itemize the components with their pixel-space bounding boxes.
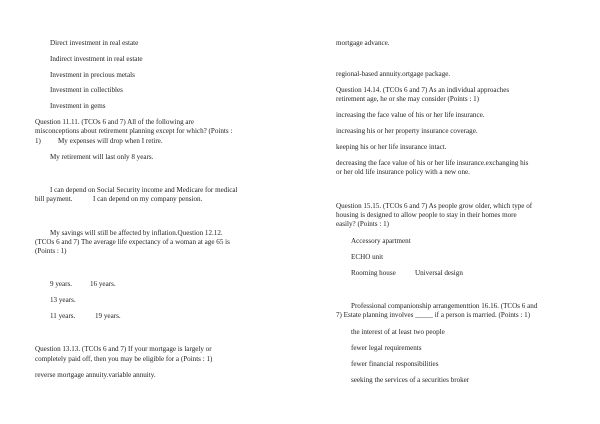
- question-12-option-c: 13 years.: [50, 296, 76, 304]
- option-indirect-real-estate: Indirect investment in real estate: [50, 55, 143, 63]
- question-11-option-c-line-2: bill payment.: [35, 195, 73, 203]
- question-12-option-b: 16 years.: [90, 280, 116, 288]
- question-12-points: (Points : 1): [35, 247, 67, 255]
- question-14-option-b: increasing his or her property insurance coverage.: [336, 127, 478, 135]
- question-14-line-1: Question 14.14. (TCOs 6 and 7) As an individual approaches: [336, 86, 510, 94]
- question-14-option-c: keeping his or her life insurance intact.: [336, 143, 447, 151]
- question-11-option-a: My expenses will drop when I retire.: [58, 137, 163, 145]
- option-collectibles: Investment in collectibles: [50, 86, 123, 94]
- question-15-line-1: Question 15.15. (TCOs 6 and 7) As people grow older, which type of: [336, 202, 533, 210]
- question-11-option-c-line-1: I can depend on Social Security income and Medicare for medical: [50, 186, 238, 194]
- question-16-option-d: seeking the services of a securities broker: [351, 376, 470, 384]
- question-11-option-d: I can depend on my company pension.: [93, 195, 203, 203]
- question-16-option-b: fewer legal requirements: [351, 344, 422, 352]
- question-11-line-2: misconceptions about retirement planning except for which? (Points :: [35, 127, 233, 135]
- question-13-line-2: completely paid off, then you may be eligible for a (Points : 1): [35, 355, 213, 363]
- question-13-line-1: Question 13.13. (TCOs 6 and 7) If your mortgage is largely or: [35, 345, 212, 353]
- question-16-option-c: fewer financial responsibilities: [351, 360, 439, 368]
- question-13-option-a: reverse mortgage annuity.variable annuity.: [35, 371, 156, 379]
- question-15-option-d: Universal design: [415, 269, 463, 277]
- question-12-option-a: 9 years.: [50, 280, 73, 288]
- question-15-option-b: ECHO unit: [351, 253, 384, 261]
- question-11-points: 1): [35, 137, 41, 145]
- question-14-option-a: increasing the face value of his or her life insurance.: [336, 111, 485, 119]
- question-15-option-a: Accessory apartment: [351, 237, 411, 245]
- question-12-option-e: 19 years.: [95, 312, 121, 320]
- question-14-line-2: retirement age, he or she may consider (Points : 1): [336, 95, 480, 103]
- question-11-option-b: My retirement will last only 8 years.: [50, 153, 154, 161]
- option-precious-metals: Investment in precious metals: [50, 71, 135, 79]
- option-gems: Investment in gems: [50, 102, 106, 110]
- question-13-option-b: mortgage advance.: [336, 39, 390, 47]
- question-12-line-2: (TCOs 6 and 7) The average life expectancy of a woman at age 65 is: [35, 238, 230, 246]
- question-16-line-2: 7) Estate planning involves _____ if a person is married. (Points : 1): [336, 311, 531, 319]
- question-15-line-2: housing is designed to allow people to stay in their homes more: [336, 211, 517, 219]
- question-15-option-e: Professional companionship arrangementtion 16.16. (TCOs 6 and: [351, 302, 538, 310]
- question-16-option-a: the interest of at least two people: [351, 328, 445, 336]
- question-11-line-1: Question 11.11. (TCOs 6 and 7) All of the following are: [35, 118, 195, 126]
- question-12-option-d: 11 years.: [50, 312, 76, 320]
- option-direct-real-estate: Direct investment in real estate: [50, 39, 139, 47]
- question-11-option-e: My savings will still be affected by inflation.Question 12.12.: [50, 229, 223, 237]
- question-14-option-d-line-2: or her old life insurance policy with a new one.: [336, 168, 470, 176]
- question-14-option-d-line-1: decreasing the face value of his or her life insurance.exchanging his: [336, 159, 529, 167]
- question-13-option-c: regional-based annuity.ortgage package.: [336, 70, 451, 78]
- question-15-option-c: Rooming house: [351, 269, 396, 277]
- question-15-line-3: easily? (Points : 1): [336, 220, 389, 228]
